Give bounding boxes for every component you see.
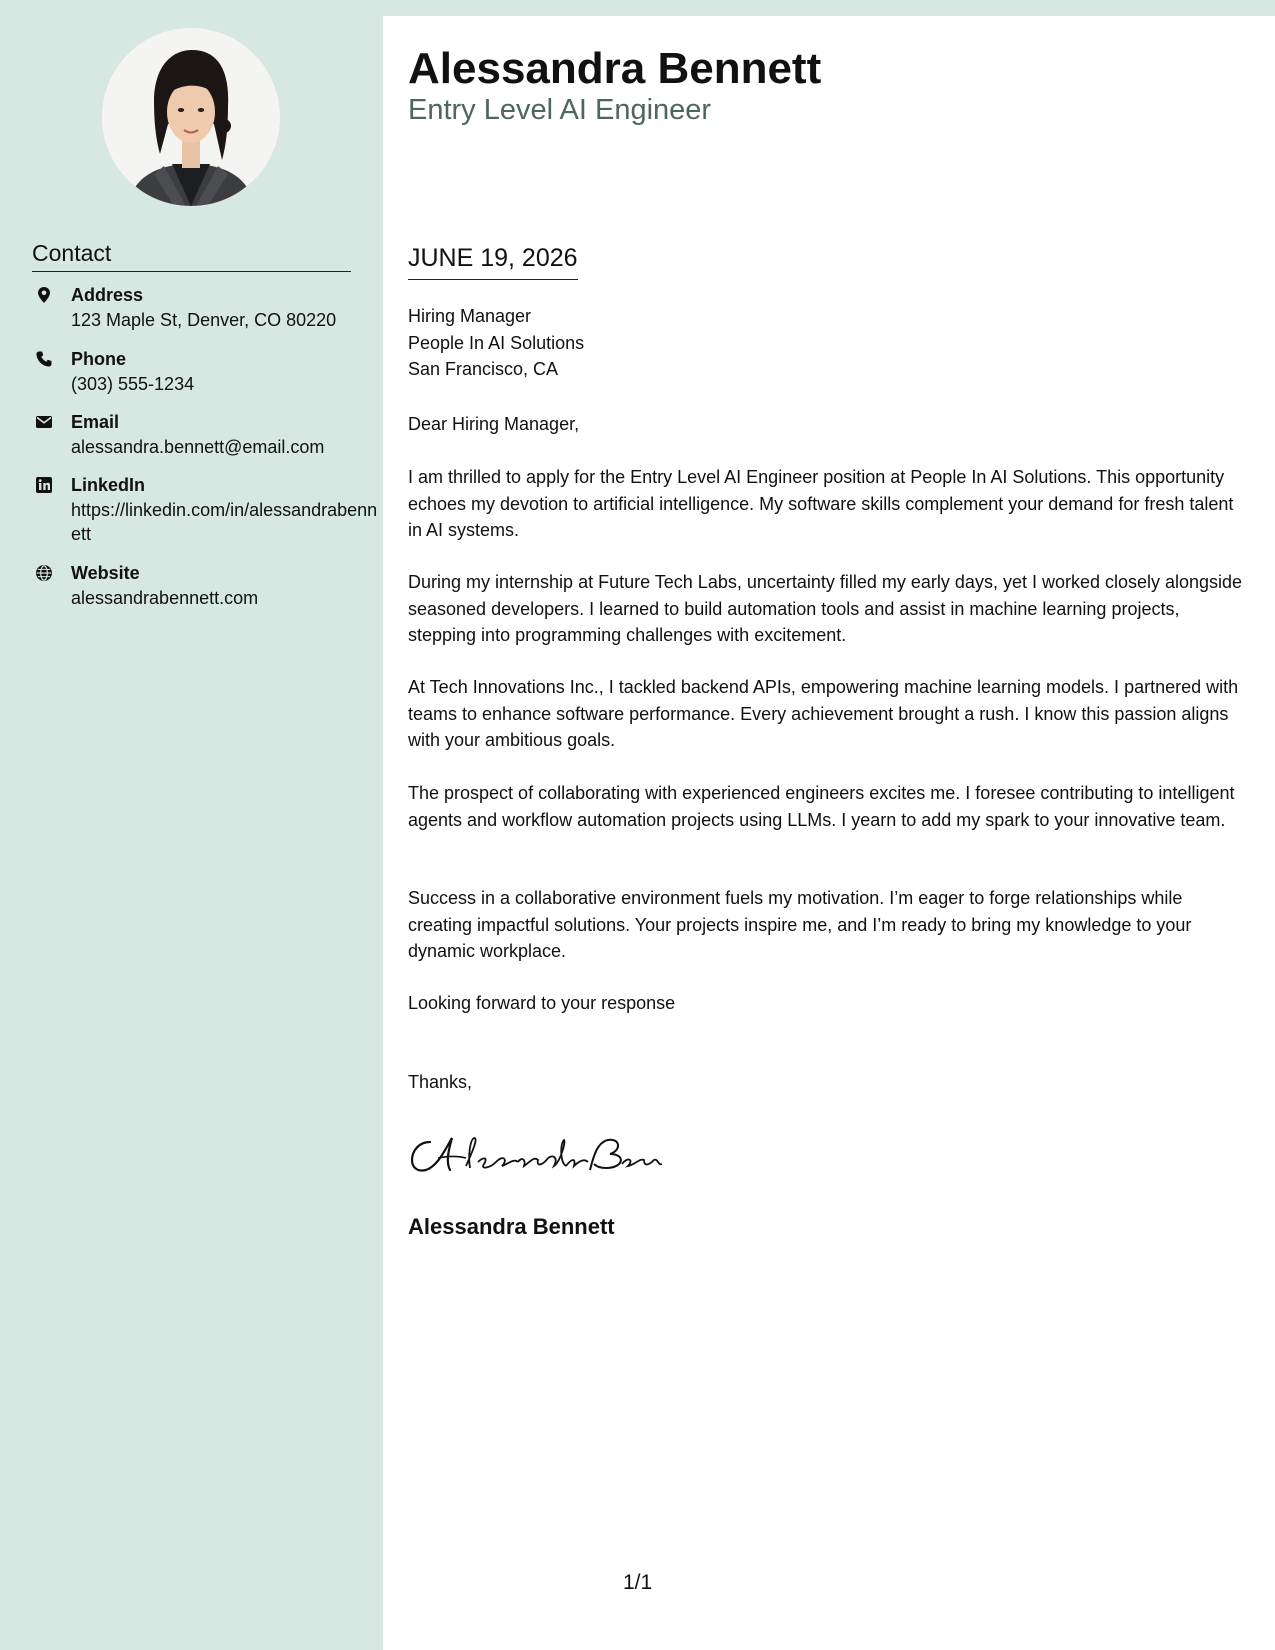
linkedin-icon <box>35 476 53 494</box>
signed-name: Alessandra Bennett <box>408 1214 615 1239</box>
closing-line: Looking forward to your response <box>408 993 676 1013</box>
recipient-company: People In AI Solutions <box>408 332 585 353</box>
profile-photo <box>102 28 280 206</box>
recipient-title: Hiring Manager <box>408 306 532 326</box>
address-value: 123 Maple St, Denver, CO 80220 <box>71 310 337 330</box>
paragraph-2: During my internship at Future Tech Labs, uncertainty filled my early days, yet I worked closely alongside seasoned developers. I learned to build automation tools and assist in machine learning projects, stepping into programming challenges with excitement. <box>408 572 1243 645</box>
map-pin-icon <box>35 286 53 304</box>
globe-icon <box>35 564 53 582</box>
email-value: alessandra.bennett@email.com <box>71 437 325 457</box>
phone-icon <box>35 350 53 368</box>
avatar <box>102 28 280 206</box>
paragraph-5: Success in a collaborative environment fuels my motivation. I’m eager to forge relationships while creating impactful solutions. Your projects inspire me, and I’m ready to bring my knowledge to your dynamic workplace. <box>408 888 1192 961</box>
sign-off: Thanks, <box>408 1072 473 1092</box>
letter-date: JUNE 19, 2026 <box>408 244 578 280</box>
paragraph-1: I am thrilled to apply for the Entry Level AI Engineer position at People In AI Solutions. This opportunity echoes my devotion to artificial intelligence. My software skills complement your demand for fresh talent in AI systems. <box>408 467 1234 540</box>
paragraph-3: At Tech Innovations Inc., I tackled backend APIs, empowering machine learning models. I partnered with teams to enhance software performance. Every achievement brought a rush. I know this passion aligns with your ambitious goals. <box>408 677 1239 750</box>
recipient-location: San Francisco, CA <box>408 359 559 379</box>
phone-label: Phone <box>71 349 127 369</box>
paragraph-4: The prospect of collaborating with experienced engineers excites me. I foresee contributing to intelligent agents and workflow automation projects using LLMs. I yearn to add my spark to your innovative team. <box>408 783 1235 830</box>
website-label: Website <box>71 563 140 583</box>
envelope-icon <box>35 413 53 431</box>
website-value[interactable]: alessandrabennett.com <box>71 588 259 608</box>
handwritten-signature <box>408 1128 668 1178</box>
applicant-name: Alessandra Bennett <box>408 44 822 93</box>
job-title: Entry Level AI Engineer <box>408 94 712 126</box>
linkedin-label: LinkedIn <box>71 475 146 495</box>
page-number: 1/1 <box>623 1571 653 1594</box>
contact-heading: Contact <box>32 240 351 272</box>
address-label: Address <box>71 285 144 305</box>
phone-value: (303) 555-1234 <box>71 374 195 394</box>
salutation: Dear Hiring Manager, <box>408 414 580 434</box>
email-label: Email <box>71 412 120 432</box>
sidebar <box>0 0 383 1650</box>
recipient-block <box>408 303 584 383</box>
linkedin-value[interactable]: https://linkedin.com/in/alessandrabennett <box>71 500 378 544</box>
